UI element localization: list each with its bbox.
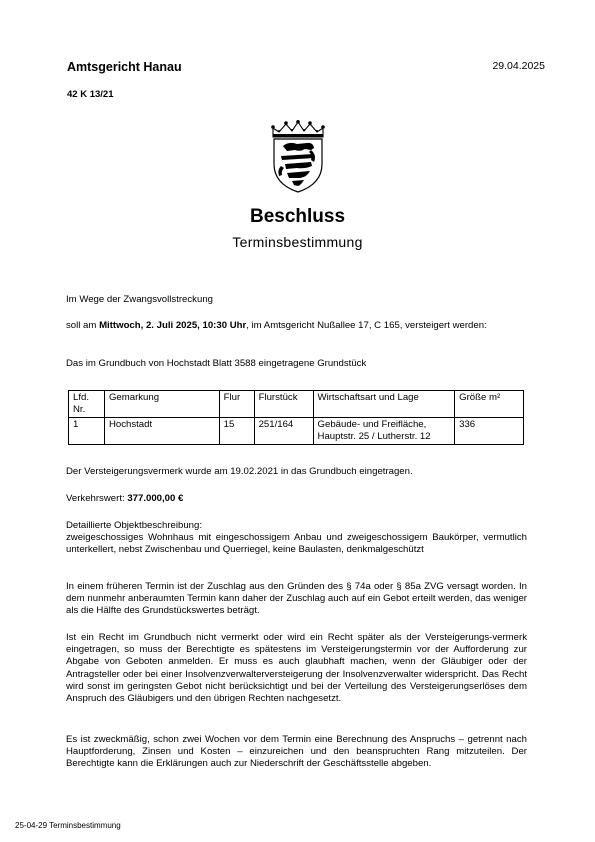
table-header-cell: Flurstück	[254, 391, 313, 418]
plot-table	[68, 390, 524, 445]
document-title: Beschluss	[249, 206, 346, 227]
schedule-prefix: soll am	[66, 320, 100, 331]
table-cell: 15	[219, 418, 254, 445]
table-header-cell: Lfd. Nr.	[69, 391, 105, 418]
table-cell: 336	[455, 418, 524, 445]
market-value	[66, 493, 527, 505]
court-name: Amtsgericht Hanau	[67, 60, 182, 74]
hesse-coat-of-arms-icon	[267, 120, 329, 194]
description-label: Detaillierte Objektbeschreibung:	[66, 520, 202, 531]
paragraph: Ist ein Recht im Grundbuch nicht vermerkt oder wird ein Recht später als der Versteigerungs-vermerk eingetragen, so muss der Berechtigte es spätestens im Versteigerungstermin vor der Aufforderung zur Abgabe von Geboten anmelden. Er muss es auch glaubhaft machen, wenn der Gläubiger oder der Antragsteller oder bei einer Insolvenzverwalterversteigerung der Insolvenzverwalter widerspricht. Das Recht wird sonst im geringsten Gebot nicht berücksichtigt und bei der Verteilung des Versteigerungserlöses dem Anspruch des Gläubigers und den übrigen Rechten nachgesetzt.	[66, 632, 527, 705]
table-header-cell: Flur	[219, 391, 254, 418]
table-cell: Gebäude- und Freifläche, Hauptstr. 25 / Lutherstr. 12	[313, 418, 455, 445]
document-date: 29.04.2025	[492, 60, 545, 72]
table-row	[69, 418, 524, 445]
schedule-suffix: , im Amtsgericht Nußallee 17, C 165, versteigert werden:	[246, 320, 487, 331]
case-number: 42 K 13/21	[67, 89, 114, 100]
auction-date-time: Mittwoch, 2. Juli 2025, 10:30 Uhr	[99, 320, 247, 331]
table-cell: 1	[69, 418, 105, 445]
market-value-label: Verkehrswert:	[66, 493, 128, 504]
table-header-cell: Wirtschaftsart und Lage	[313, 391, 455, 418]
registration-note: Der Versteigerungsvermerk wurde am 19.02.2021 in das Grundbuch eingetragen.	[66, 466, 413, 477]
description-text: zweigeschossiges Wohnhaus mit eingeschossigem Anbau und zweigeschossigem Baukörper, vermutlich unterkellert, nebst Zwischenbau und Querriegel, keine Baulasten, denkmalgeschützt	[66, 532, 527, 556]
table-cell: 251/164	[254, 418, 313, 445]
paragraph: Es ist zweckmäßig, schon zwei Wochen vor dem Termin eine Berechnung des Anspruchs – getrennt nach Hauptforderung, Zinsen und Kosten – einzureichen und den beanspruchten Rang mitzuteilen. Der Berechtigte kann die Erklärungen auch zur Niederschrift der Geschäftsstelle abgeben.	[66, 734, 527, 770]
table-header-cell: Größe m²	[455, 391, 524, 418]
auction-schedule	[66, 320, 527, 332]
table-header-row	[69, 391, 524, 418]
market-value-amount: 377.000,00 €	[127, 493, 184, 504]
footer-text: 25-04-29 Terminsbestimmung	[15, 821, 121, 830]
document-subtitle: Terminsbestimmung	[232, 234, 363, 250]
table-header-cell: Gemarkung	[104, 391, 219, 418]
land-register-text: Das im Grundbuch von Hochstadt Blatt 3588 eingetragene Grundstück	[66, 358, 367, 369]
table-cell: Hochstadt	[104, 418, 219, 445]
paragraph: In einem früheren Termin ist der Zuschlag aus den Gründen des § 74a oder § 85a ZVG versagt worden. In dem nunmehr anberaumten Termin kann daher der Zuschlag auch auf ein Gebot erteilt werden, das weniger als die Hälfte des Grundstückswertes beträgt.	[66, 581, 527, 617]
intro-text: Im Wege der Zwangsvollstreckung	[66, 294, 213, 305]
